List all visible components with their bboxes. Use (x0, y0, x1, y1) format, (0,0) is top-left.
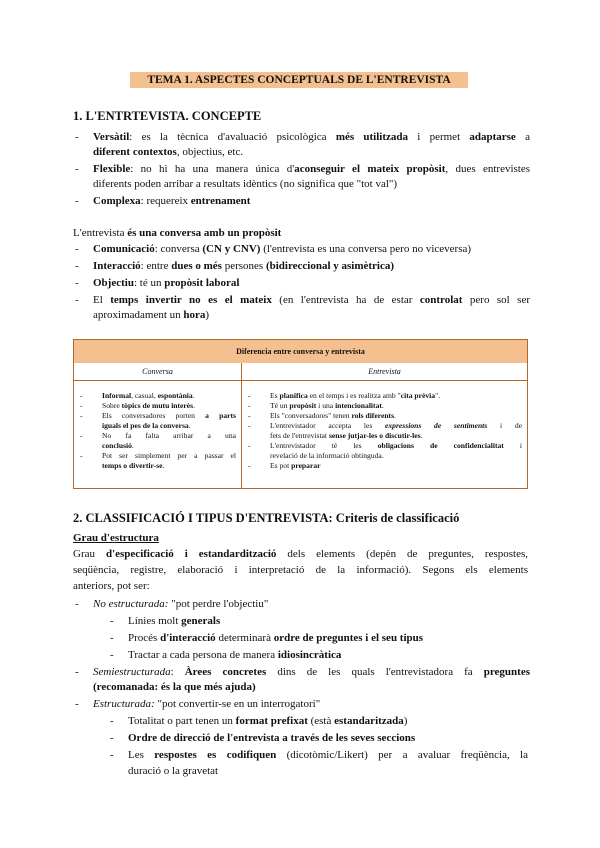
section-1-heading: 1. L'ENTRTEVISTA. CONCEPTE (73, 109, 262, 123)
column-header-conversa: Conversa (74, 363, 242, 381)
document-page: TEMA 1. ASPECTES CONCEPTUALS DE L'ENTREVISTA 1. L'ENTRTEVISTA. CONCEPTE - Versàtil: es la tècnica d'avaluació psicològica més utilitzada i permet adaptarse a diferent contextos, objectius, etc. - Flexible: no hi ha una manera única d'aconseguir el mateix propòsit, dues entrevistes diferents poden arribar a resultats idèntics (no significa que "tot val") - Complexa: requereix entrenament L'entrevista és una conversa amb un propòsit - Comunicació: conversa (CN y CNV) (l'entrevista es una conversa pero no viceversa) - Interacció: entre dues o més persones (bidireccional y asimètrica) - Objectiu: té un propòsit laboral - El temps invertir no es el mateix (en l'entrevista ha de estar controlat pero sol ser aproximadament un hora) Diferencia entre conversa y entrevista Conversa Entrevista - Informal, casual, espontània. - Sobre tòpics de mutu interès. - Els conversadores porten a parts iguals el pes de la conversa. - No fa falta arribar a una conclusió. - Pot ser simplement per a passar el temps o divertir-se. - Es planifica en el temps i es realitza amb "cita prèvia". - Té un propòsit i una intencionalitat. - Els "conversadores" tenen rols diferents. - L'entrevistador accepta les expressions de sentiments i de fets de l'entrevistat sense jutjar-les o discutir-les. - L'entrevistador té les obligacions de confidencialitat i revelació de la informació obtinguda. - Es pot preparar 2. CLASSIFICACIÓ I TIPUS D'ENTREVISTA: Criteris de classificació Grau d'estructura Grau d'especificació i estandardització dels elements (depèn de preguntes, respostes, seqüència, registre, elaboració i interpretació de la informació). Segons els elements anteriors, pot ser: - No estructurada: "pot perdre l'objectiu" - Línies molt generals - Procés d'interacció determinarà ordre de preguntes i el seu tipus - Tractar a cada persona de manera idiosincràtica - Semiestructurada: Àrees concretes dins de les quals l'entrevistadora fa preguntes (recomanada: és la que més ajuda) - Estructurada: "pot convertir-se en un interrogatori" - Totalitat o part tenen un format prefixat (està estandaritzada) - Ordre de direcció de l'entrevista a través de les seves seccions - Les respostes es codifiquen (dicotòmic/Likert) per a avaluar freqüència, la duració o la gravetat (73, 74, 531, 777)
document-title: TEMA 1. ASPECTES CONCEPTUALS DE L'ENTREVISTA (130, 72, 468, 88)
paragraph-line: Grau d'especificació i estandardització dels elements (depèn de preguntes, respostes, (73, 548, 528, 560)
paragraph-line: anteriors, pot ser: (73, 580, 150, 592)
intro-text: L'entrevista és una conversa amb un propòsit (73, 227, 282, 239)
section-2-heading: 2. CLASSIFICACIÓ I TIPUS D'ENTREVISTA: Criteris de classificació (73, 511, 460, 525)
column-conversa: - Informal, casual, espontània. - Sobre tòpics de mutu interès. - Els conversadores porten a parts iguals el pes de la conversa. - No fa falta arribar a una conclusió. - Pot ser simplement per a passar el temps o divertir-se. (74, 381, 242, 488)
comparison-table (73, 339, 528, 489)
column-header-entrevista: Entrevista (242, 363, 527, 381)
paragraph-line: seqüència, registre, elaboració i interpretació de la informació). Segons els elements (73, 564, 528, 576)
table-header: Diferencia entre conversa y entrevista (74, 340, 527, 364)
subheading: Grau d'estructura (73, 532, 159, 544)
column-entrevista: - Es planifica en el temps i es realitza amb "cita prèvia". - Té un propòsit i una intencionalitat. - Els "conversadores" tenen rols diferents. - L'entrevistador accepta les expressions de sentiments i de fets de l'entrevistat sense jutjar-les o discutir-les. - L'entrevistador té les obligacions de confidencialitat i revelació de la informació obtinguda. - Es pot preparar (248, 391, 522, 470)
